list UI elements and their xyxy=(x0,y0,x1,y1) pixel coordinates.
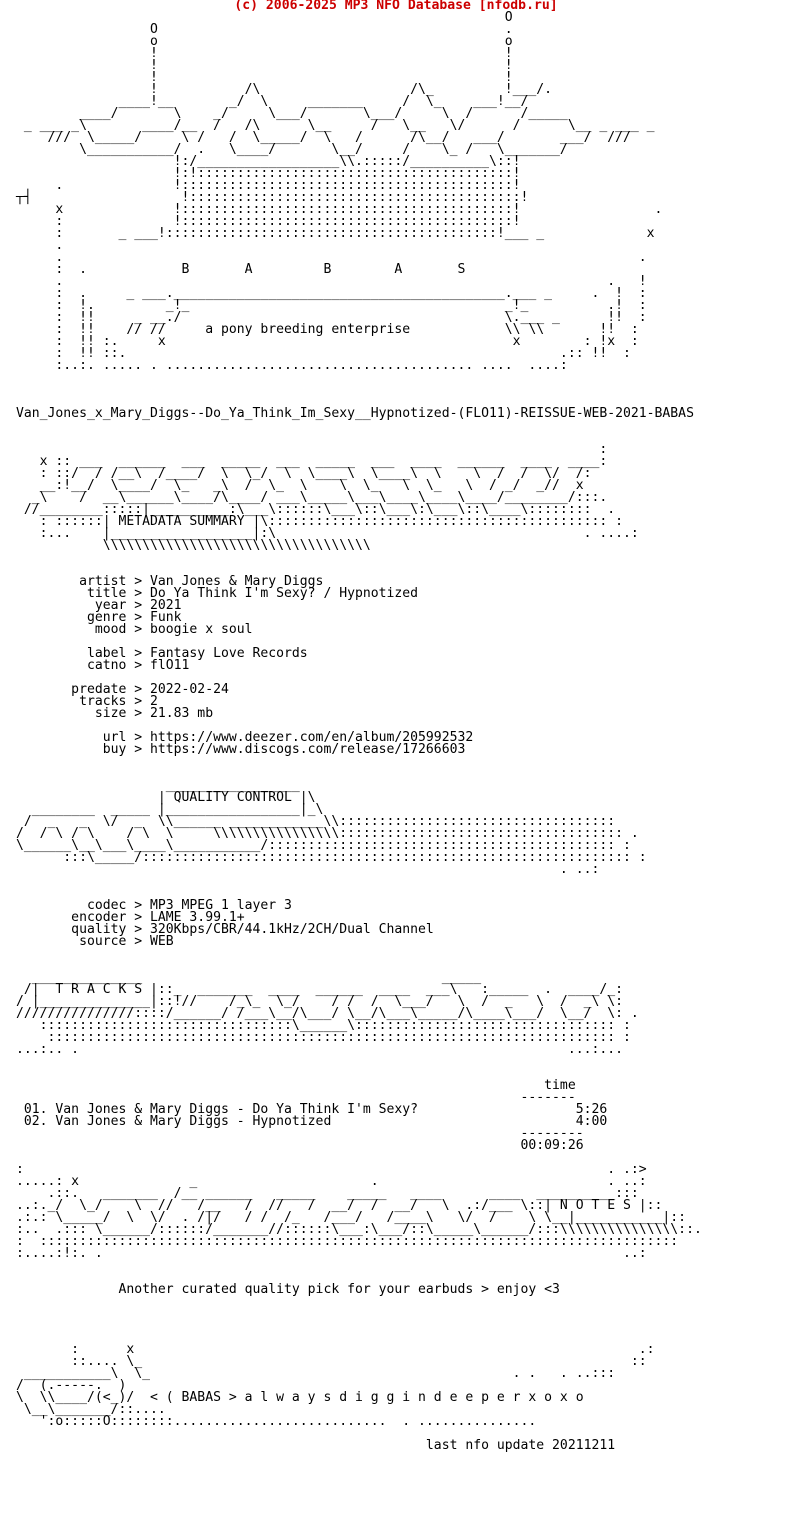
nfodb-credit-header: (c) 2006-2025 MP3 NFO Database [nfodb.ru] xyxy=(234,0,558,13)
nfo-ascii-document: O O . o o ! ! ! ! ! ! ! /\ /\_ !___/. ____!__ _/ \ _______ / \_ ___!__/ ____/ \ _/ \___/ \___/ \ / /_____ _ ___ _\ ____/__ / /\ \__ / \__ \/ / \__ _ ___ _ /// \_____/ \ / / \_____/ \ / /\__/ ___/ ___/ /// \___________/ . \____/ \__/ / \_ / \_______/ !:/__________________\\.:::::/__________\::! !:!::::::::::::::::::::::::::::::::::::::::! . !::::::::::::::::::::::::::::::::::::::::::! ┬┤ !::::::::::::::::::::::::::::::::::::::::::! x !::::::::::::::::::::::::::::::::::::::::::! . : !::::::::::::::::::::::::::::::::::::::::::! : _ ___!::::::::::::::::::::::::::::::::::::::::::!___ _ x . . . : . B A B A S . . ! : . _ ___.__________________________________________.___ _ . ! : : !. _!_ _!_ .! : : !! _ __./ \.___ _ !! : : !! // // a pony breeding enterprise \\ \\ !! : : !! :. x x : !x : : !! ::. .:: !! : :..:. ..... . ....................................... .... ....: Van_Jones_x_Mary_Diggs--Do_Ya_Think_Im_Sexy__Hypnotized-(FLO11)-REISSUE-WEB-2021-BABAS : x :: ___ ______ ___ _____ ___ _____ ___ ____ ______ ____ ____: : ::/ / /__\ /____/ \ \_/ \ \____\ \____\ \ \ / / \/ /: __:!__/ \____/ \_ _\ / \_ \ \ \_ \ \_ \ / _/ _// x _\ / __\______\____/\____/ ___\_____\___\____\____\____/________/:::. //________:::::|__________:\___\::::::\___\::\___\:\___\::\____\:::::::: . : ::::::| METADATA SUMMARY |\::::::::::::::::::::::::::::::::::::::::::: : :... |__________________|:\ . ....: \\\\\\\\\\\\\\\\\\\\\\\\\\\\\\\\\\ artist > Van Jones & Mary Diggs title > Do Ya Think I'm Sexy? / Hypnotized year > 2021 genre > Funk mood > boogie x soul label > Fantasy Love Records catno > flO11 predate > 2022-02-24 tracks > 2 size > 21.83 mb url > https://www.deezer.com/en/album/205992532 buy > https://www.discogs.com/release/17266603 _________________ | QUALITY CONTROL |\ ________ _____ |_________________|_\ / _ _ \/ _ \\______ ____________\\::::::::::::::::::::::::::::::::::: / / \ / \ / \ \ \\\\\\\\\\\\\\\\:::::::::::::::::::::::::::::::::::: . \______\__\___\____\___________/:::::::::::::::::::::::::::::::::::::::::::: : :::\_____/:::::::::::::::::::::::::::::::::::::::::::::::::::::::::::::: : . ..: codec > MP3 MPEG 1 layer 3 encoder > LAME 3.99.1+ quality > 320Kbps/CBR/44.1kHz/2CH/Dual Channel source > WEB ______________ _____ /| T R A C K S |::_ _______ ____ ______ ____ ___\ :_____ . ____/_: / |______________|::!// /_\_ \_/ / / / \___/ \ / _ \ / _\ \: ///////////////::::/______/ /___\__/\___/ \__/\___\_____/\____\___/ \__/ \: . ::::::::::::::::::::::::::::::::\______\::::::::::::::::::::::::::::::::: : :::::::::::::::::::::::::::::::::::::::::::::::::::::::::::::::::::::::: : ...:.. . ...:... time ------- 01. Van Jones & Mary Diggs - Do Ya Think I'm Sexy? 5:26 02. Van Jones & Mary Diggs - Hypnotized 4:00 -------- 00:09:26 : . .:> .....: x _ . . ..: .::. _______ /__ ______ _____ _____ ____ ____ __________::: ..:._/ \_/ \ // /__ / // / __/ / __/ \ .:/___ \::| N O T E S |:: .:.: \_____/ \ \/ . /|/ / / /_ /___/ /____\ \/ / \ \__|___________|:: :.. .::: \______/::::::/_______//::::::\___:\___/::\_____\______/:::\\\\\\\\\\\\\\\::. : ::::::::::::::::::::::::::::::::::::::::::::::::::::::::::::::::::::::::::::::::: :....:!:. . ..: Another curated quality pick for your earbuds > enjoy <3 : x .: ::.... \_ :: ___________\ \_ . . . ..::: / (.-----. ) \ \\____/(<_)/ < ( BABAS > a l w a y s d i g g i n d e e p e r x o x o \__\_______/::.... ':o:::::O::::::::........................... . ............... last nfo update 20211211 xyxy=(16,10,702,1453)
